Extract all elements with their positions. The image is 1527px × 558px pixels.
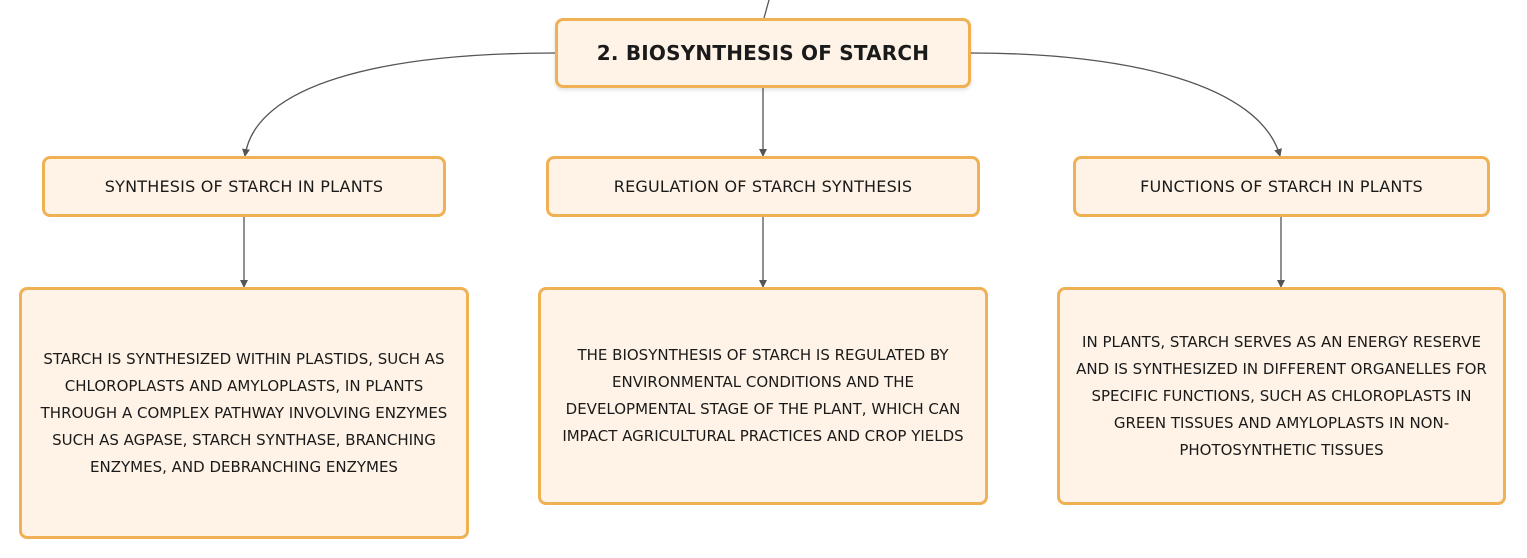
detail-text: THE BIOSYNTHESIS OF STARCH IS REGULATED BY ENVIRONMENTAL CONDITIONS AND THE DEVELOPMENTAL STAGE OF THE PLANT, WHICH CAN IMPACT AGRICULTURAL PRACTICES AND CROP YIELDS (562, 346, 964, 445)
branch-label: SYNTHESIS OF STARCH IN PLANTS (104, 177, 384, 196)
detail-node-regulation[interactable] (538, 287, 988, 505)
detail-text: IN PLANTS, STARCH SERVES AS AN ENERGY RESERVE AND IS SYNTHESIZED IN DIFFERENT ORGANELLES FOR SPECIFIC FUNCTIONS, SUCH AS CHLOROPLASTS IN GREEN TISSUES AND AMYLOPLASTS IN NON-PHOTOSYNTHETIC TISSUES (1076, 332, 1487, 459)
connector-root-to-branch-1 (245, 53, 555, 156)
branch-node-functions[interactable] (1073, 156, 1490, 217)
incoming-connector (764, 0, 769, 18)
detail-node-functions[interactable] (1057, 287, 1506, 505)
branch-label: FUNCTIONS OF STARCH IN PLANTS (1140, 177, 1423, 196)
detail-node-synthesis[interactable] (19, 287, 469, 539)
root-label: 2. BIOSYNTHESIS OF STARCH (596, 41, 930, 65)
branch-node-synthesis[interactable] (42, 156, 446, 217)
root-node[interactable] (555, 18, 971, 88)
branch-label: REGULATION OF STARCH SYNTHESIS (613, 177, 913, 196)
detail-text: STARCH IS SYNTHESIZED WITHIN PLASTIDS, SUCH AS CHLOROPLASTS AND AMYLOPLASTS, IN PLANTS THROUGH A COMPLEX PATHWAY INVOLVING ENZYMES SUCH AS AGPASE, STARCH SYNTHASE, BRANCHING ENZYMES, AND DEBRANCHING ENZYMES (40, 349, 448, 476)
branch-node-regulation[interactable] (546, 156, 980, 217)
connector-root-to-branch-3 (971, 53, 1280, 156)
